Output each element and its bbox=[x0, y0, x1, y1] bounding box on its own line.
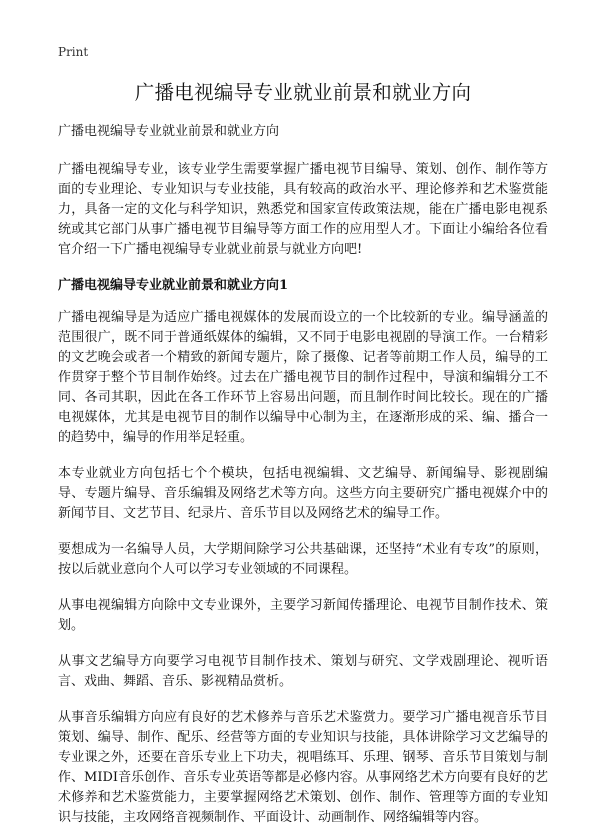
body-paragraph: 本专业就业方向包括七个个模块，包括电视编辑、文艺编导、新闻编导、影视剧编导、专题片编导、音乐编辑及网络艺术等方向。这些方向主要研究广播电视媒介中的新闻节目、文艺节目、纪录片、音乐节目以及网络艺术的编导工作。 bbox=[58, 466, 548, 521]
body-paragraph: 要想成为一名编导人员，大学期间除学习公共基础课，还坚持“术业有专攻”的原则，按以后就业意向个人可以学习专业领域的不同课程。 bbox=[58, 542, 548, 577]
section-heading: 广播电视编导专业就业前景和就业方向1 bbox=[58, 278, 289, 293]
subtitle: 广播电视编导专业就业前景和就业方向 bbox=[58, 124, 280, 139]
page-title: 广播电视编导专业就业前景和就业方向 bbox=[134, 81, 472, 104]
print-label[interactable]: Print bbox=[58, 45, 89, 59]
body-paragraph: 广播电视编导是为适应广播电视媒体的发展而设立的一个比较新的专业。编导涵盖的范围很广，既不同于普通纸媒体的编辑，又不同于电影电视剧的导演工作。一台精彩的文艺晚会或者一个精致的新闻专题片，除了摄像、记者等前期工作人员，编导的工作贯穿于整个节目制作始终。过去在广播电视节目的制作过程中，导演和编辑分工不同、各司其职，因此在各工作环节上容易出问题，而且制作时间比较长。现在的广播电视媒体，尤其是电视节目的制作以编导中心制为主，在逐渐形成的采、编、播合一的趋势中，编导的作用举足轻重。 bbox=[58, 310, 548, 445]
body-paragraph: 从事电视编辑方向除中文专业课外，主要学习新闻传播理论、电视节目制作技术、策划。 bbox=[58, 598, 548, 633]
body-paragraph: 从事文艺编导方向要学习电视节目制作技术、策划与研究、文学戏剧理论、视听语言、戏曲、舞蹈、音乐、影视精品赏析。 bbox=[58, 654, 548, 689]
intro-paragraph: 广播电视编导专业，该专业学生需要掌握广播电视节目编导、策划、创作、制作等方面的专业理论、专业知识与专业技能，具有较高的政治水平、理论修养和艺术鉴赏能力，具备一定的文化与科学知识，熟悉党和国家宣传政策法规，能在广播电影电视系统或其它部门从事广播电视节目编导等方面工作的应用型人才。下面让小编给各位看官介绍一下广播电视编导专业就业前景与就业方向吧! bbox=[58, 162, 548, 257]
body-paragraph: 从事音乐编辑方向应有良好的艺术修养与音乐艺术鉴赏力。要学习广播电视音乐节目策划、编导、制作、配乐、经营等方面的专业知识与技能，具体讲除学习文艺编导的专业课之外，还要在音乐专业上下功夫，视唱练耳、乐理、钢琴、音乐节目策划与制作、MIDI音乐创作、音乐专业英语等都是必修内容。从事网络艺术方向要有良好的艺术修养和艺术鉴赏能力，主要掌握网络艺术策划、创作、制作、管理等方面的专业知识与技能，主攻网络音视频制作、平面设计、动画制作、网络编辑等内容。 bbox=[58, 710, 548, 825]
